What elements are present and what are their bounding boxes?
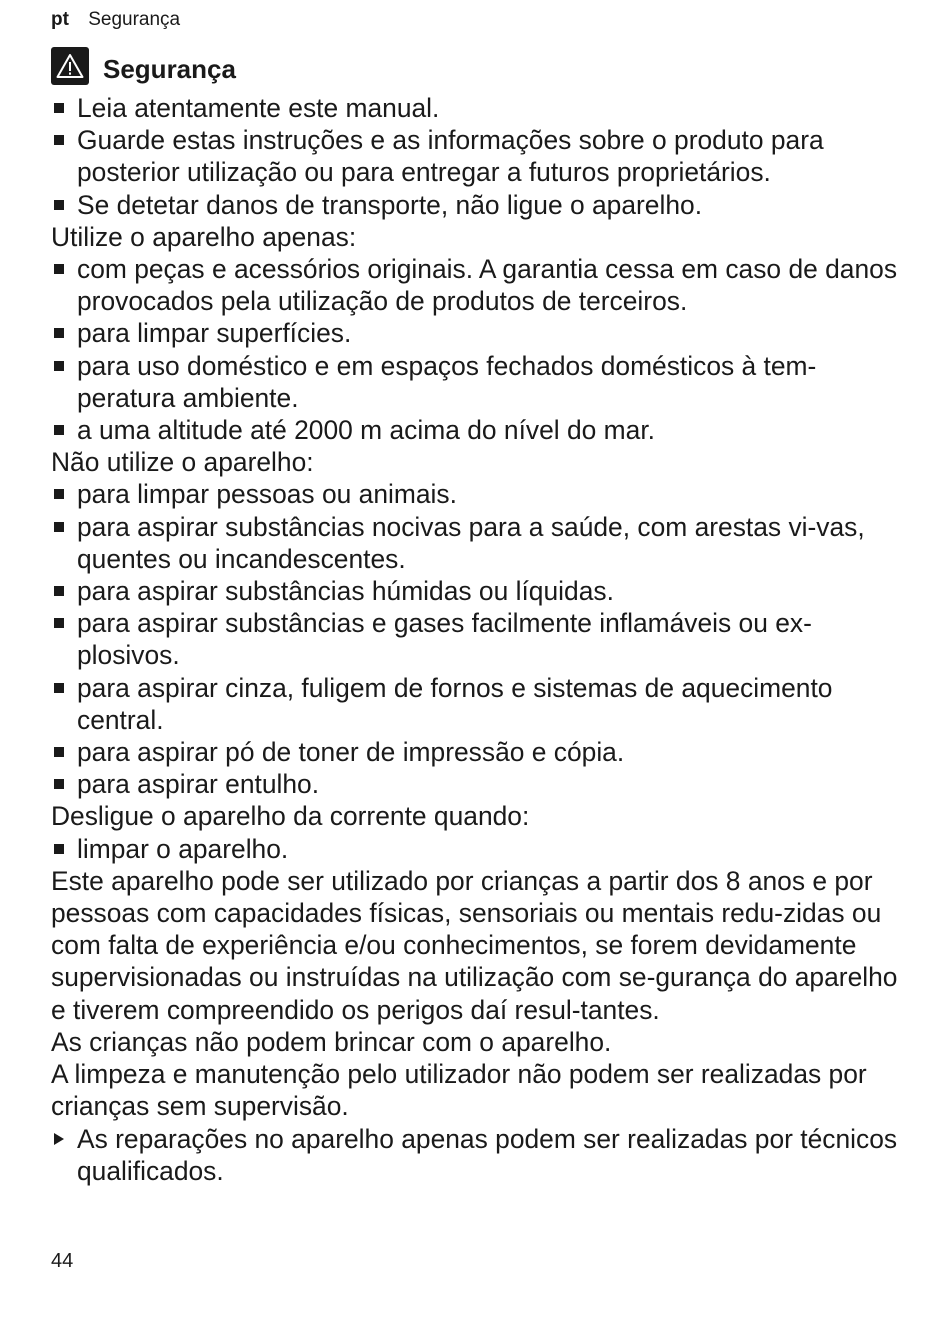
paragraph: As crianças não podem brincar com o aparelho. bbox=[51, 1026, 612, 1057]
list-item-text: As reparações no aparelho apenas podem ser realizadas por técnicos qualificados. bbox=[77, 1123, 898, 1186]
section-name: Segurança bbox=[88, 9, 181, 30]
square-bullet-icon bbox=[54, 200, 64, 210]
list-item bbox=[51, 253, 901, 317]
list-item bbox=[51, 575, 901, 607]
paragraph: Desligue o aparelho da corrente quando: bbox=[51, 801, 530, 832]
paragraph: A limpeza e manutenção pelo utilizador não podem ser realizadas por crianças sem supervisão. bbox=[51, 1059, 867, 1122]
list-item bbox=[51, 414, 901, 446]
square-bullet-icon bbox=[54, 522, 64, 532]
list-item-text: limpar o aparelho. bbox=[77, 833, 289, 864]
arrow-right-icon bbox=[54, 1133, 64, 1145]
list-item bbox=[51, 607, 901, 671]
square-bullet-icon bbox=[54, 618, 64, 628]
square-bullet-icon bbox=[54, 328, 64, 338]
list-item-text: para aspirar substâncias húmidas ou líquidas. bbox=[77, 576, 614, 607]
list-item bbox=[51, 511, 901, 575]
list-item bbox=[51, 478, 901, 510]
square-bullet-icon bbox=[54, 135, 64, 145]
paragraph: Este aparelho pode ser utilizado por crianças a partir dos 8 anos e por pessoas com capacidades físicas, sensoriais ou mentais redu-zidas ou com falta de experiência e/ou conhecimentos, se forem devidamente supervisionadas ou instruídas na utilização com se-gurança do aparelho e tiverem compreendido os perigos daí resul-tantes. bbox=[51, 865, 898, 1025]
language-code: pt bbox=[51, 9, 69, 30]
list-item bbox=[51, 672, 901, 736]
square-bullet-icon bbox=[54, 844, 64, 854]
square-bullet-icon bbox=[54, 361, 64, 371]
list-item bbox=[51, 768, 901, 800]
list-item-text: para limpar superfícies. bbox=[77, 318, 352, 349]
list-item bbox=[51, 833, 901, 865]
square-bullet-icon bbox=[54, 489, 64, 499]
list-item-text: para aspirar cinza, fuligem de fornos e sistemas de aquecimento central. bbox=[77, 672, 833, 735]
square-bullet-icon bbox=[54, 779, 64, 789]
page-title: Segurança bbox=[103, 54, 236, 84]
list-item bbox=[51, 317, 901, 349]
page-number: 44 bbox=[51, 1250, 74, 1272]
list-item bbox=[51, 736, 901, 768]
list-item-text: para aspirar pó de toner de impressão e cópia. bbox=[77, 737, 625, 768]
safety-content bbox=[51, 92, 901, 1187]
warning-triangle-icon bbox=[51, 47, 89, 85]
list-item bbox=[51, 124, 901, 188]
square-bullet-icon bbox=[54, 586, 64, 596]
instruction-item bbox=[51, 1123, 901, 1187]
square-bullet-icon bbox=[54, 747, 64, 757]
page-header bbox=[51, 9, 180, 31]
paragraph: Utilize o aparelho apenas: bbox=[51, 221, 357, 252]
list-item-text: com peças e acessórios originais. A garantia cessa em caso de danos provocados pela utilização de produtos de terceiros. bbox=[77, 254, 898, 317]
list-item-text: Guarde estas instruções e as informações sobre o produto para posterior utilização ou para entregar a futuros proprietários. bbox=[77, 125, 824, 188]
list-item-text: a uma altitude até 2000 m acima do nível do mar. bbox=[77, 415, 655, 446]
list-item bbox=[51, 189, 901, 221]
list-item-text: para aspirar substâncias e gases facilmente inflamáveis ou ex-plosivos. bbox=[77, 608, 812, 671]
list-item-text: para uso doméstico e em espaços fechados domésticos à tem-peratura ambiente. bbox=[77, 350, 817, 413]
list-item-text: para limpar pessoas ou animais. bbox=[77, 479, 457, 510]
list-item bbox=[51, 92, 901, 124]
paragraph: Não utilize o aparelho: bbox=[51, 447, 314, 478]
square-bullet-icon bbox=[54, 264, 64, 274]
section-title-row bbox=[51, 46, 236, 85]
square-bullet-icon bbox=[54, 683, 64, 693]
list-item-text: para aspirar substâncias nocivas para a saúde, com arestas vi-vas, quentes ou incandescentes. bbox=[77, 511, 865, 574]
list-item bbox=[51, 350, 901, 414]
list-item-text: para aspirar entulho. bbox=[77, 769, 320, 800]
list-item-text: Se detetar danos de transporte, não ligue o aparelho. bbox=[77, 189, 703, 220]
square-bullet-icon bbox=[54, 103, 64, 113]
list-item-text: Leia atentamente este manual. bbox=[77, 93, 440, 123]
square-bullet-icon bbox=[54, 425, 64, 435]
